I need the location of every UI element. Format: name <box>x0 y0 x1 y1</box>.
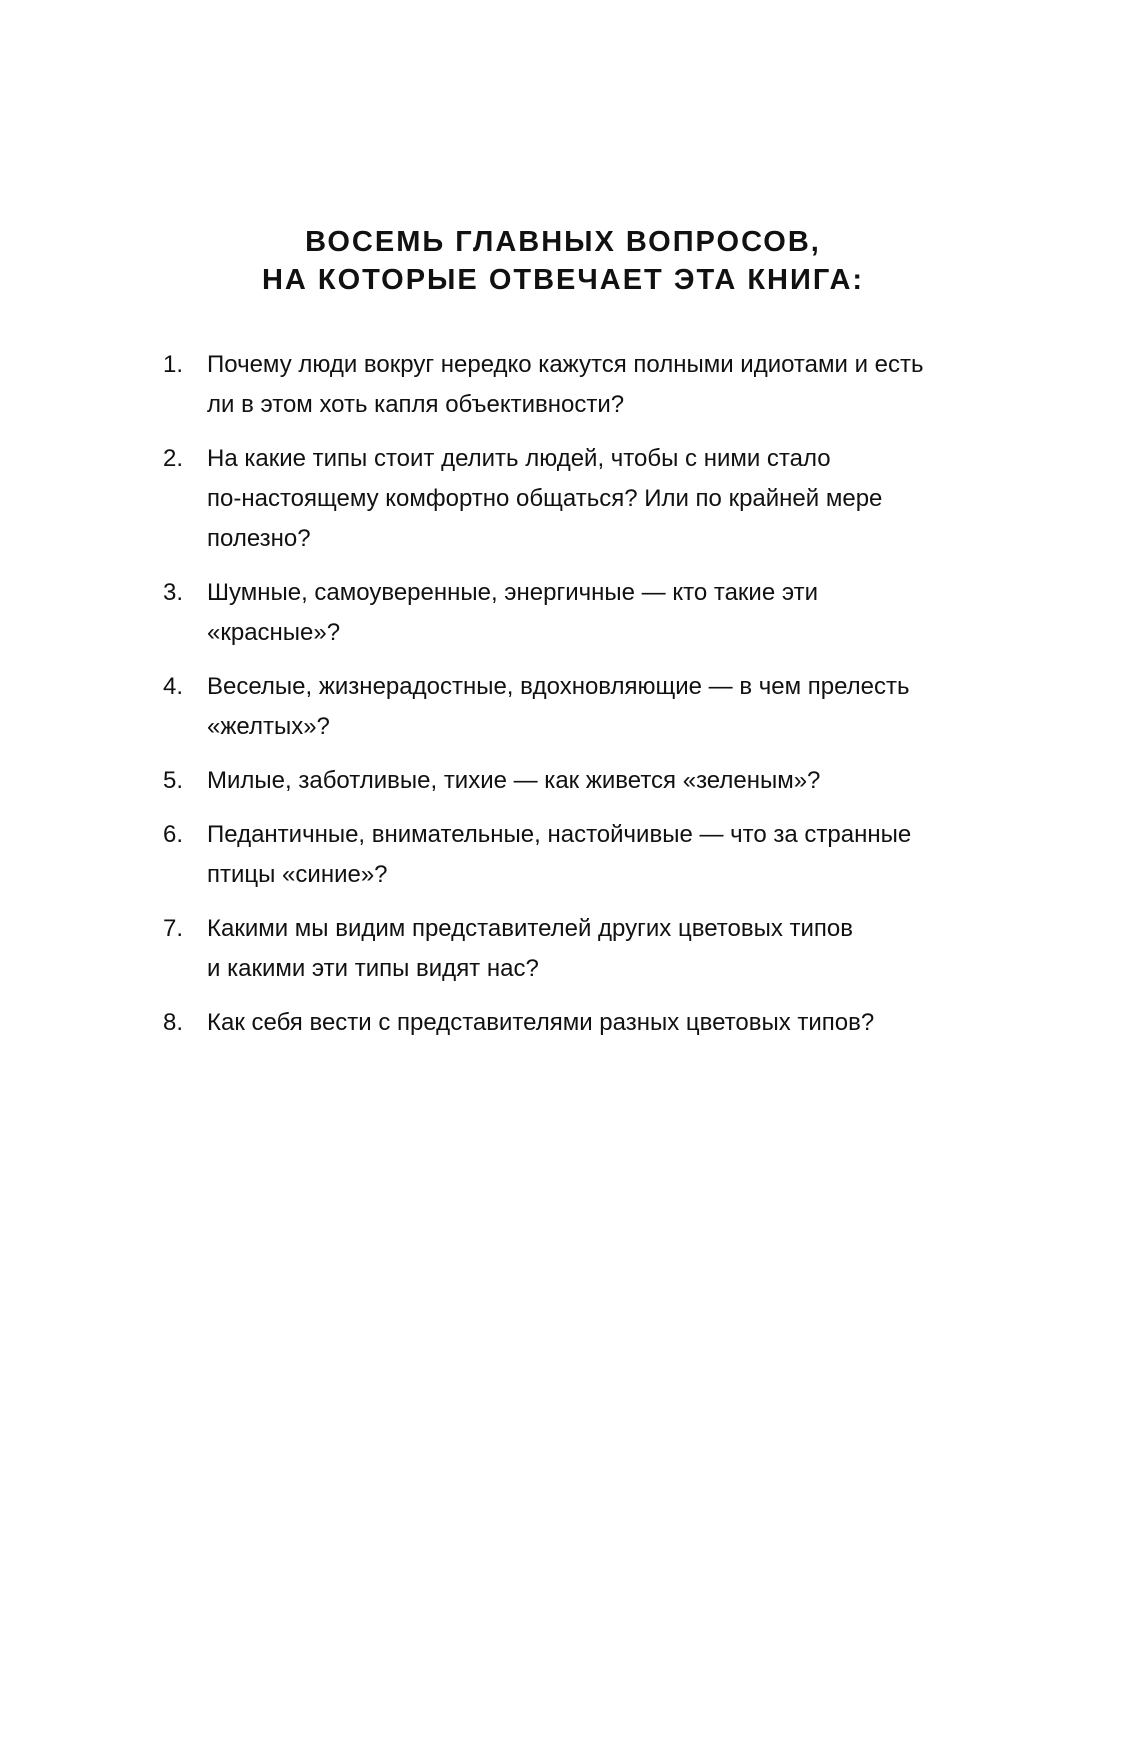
question-text-line: и какими эти типы видят нас? <box>207 955 539 982</box>
question-number: 7. <box>163 915 184 942</box>
question-text-line: «красные»? <box>207 619 341 646</box>
question-item <box>163 345 1023 425</box>
question-number: 4. <box>163 673 184 700</box>
question-item <box>163 1003 1023 1043</box>
question-text-line: Шумные, самоуверенные, энергичные — кто такие эти <box>207 579 818 606</box>
question-number: 5. <box>163 767 184 794</box>
question-number: 6. <box>163 821 184 848</box>
question-text-line: ли в этом хоть капля объективности? <box>207 391 625 418</box>
question-text-line: На какие типы стоит делить людей, чтобы с ними стало <box>207 445 831 472</box>
question-text-line: Веселые, жизнерадостные, вдохновляющие — в чем прелесть <box>207 673 910 700</box>
question-item <box>163 667 1023 747</box>
question-text-line: Почему люди вокруг нередко кажутся полными идиотами и есть <box>207 351 924 378</box>
question-text-line: Педантичные, внимательные, настойчивые — что за странные <box>207 821 912 848</box>
question-item <box>163 573 1023 653</box>
question-text-line: «желтых»? <box>207 713 330 740</box>
page-heading <box>0 223 1126 299</box>
question-number: 1. <box>163 351 184 378</box>
question-text-line: полезно? <box>207 525 311 552</box>
question-number: 8. <box>163 1009 184 1036</box>
question-item <box>163 815 1023 895</box>
question-text-line: Какими мы видим представителей других цветовых типов <box>207 915 853 942</box>
heading-line-2: НА КОТОРЫЕ ОТВЕЧАЕТ ЭТА КНИГА: <box>261 264 865 296</box>
heading-line-1: ВОСЕМЬ ГЛАВНЫХ ВОПРОСОВ, <box>305 226 821 258</box>
question-text-line: по-настоящему комфортно общаться? Или по крайней мере <box>207 485 883 512</box>
question-item <box>163 909 1023 989</box>
question-item <box>163 439 1023 559</box>
question-number: 2. <box>163 445 184 472</box>
question-number: 3. <box>163 579 184 606</box>
question-text-line: Милые, заботливые, тихие — как живется «зеленым»? <box>207 767 821 794</box>
question-text-line: птицы «синие»? <box>207 861 388 888</box>
question-item <box>163 761 1023 801</box>
question-text-line: Как себя вести с представителями разных цветовых типов? <box>207 1009 875 1036</box>
questions-list <box>163 345 1023 1057</box>
